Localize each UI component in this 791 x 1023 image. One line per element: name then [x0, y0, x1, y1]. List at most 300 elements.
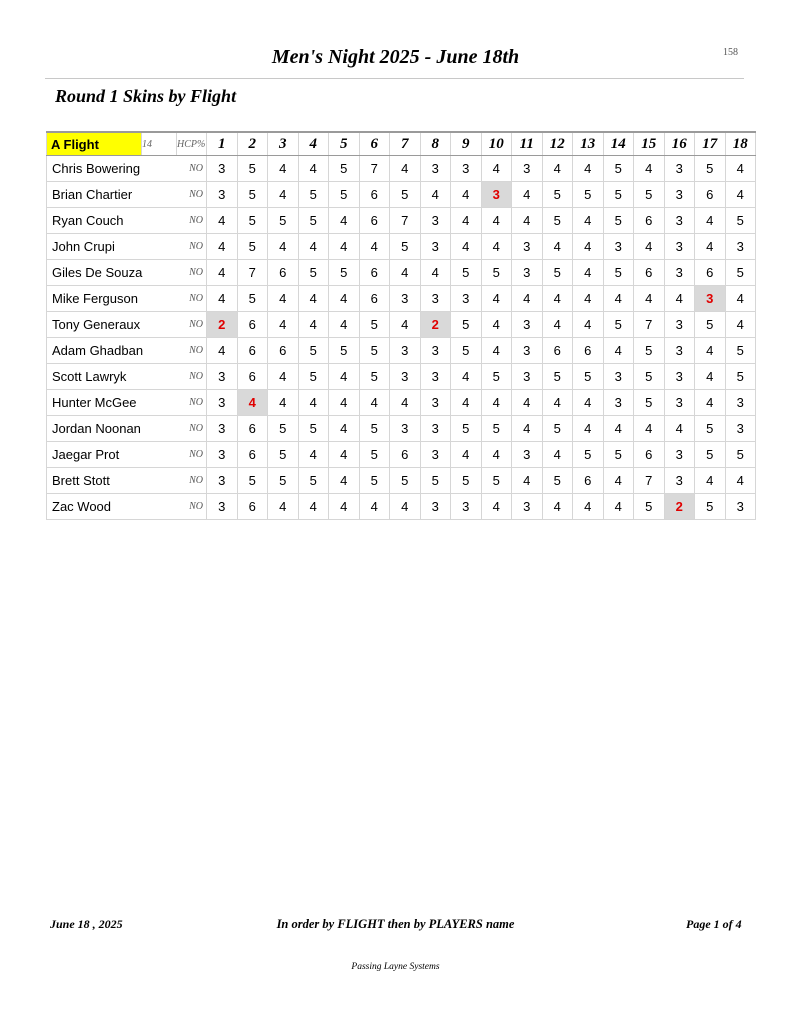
skin-score-cell: 2: [664, 494, 695, 520]
score-cell: 5: [542, 364, 573, 390]
score-cell: 3: [420, 390, 451, 416]
score-cell: 5: [451, 468, 482, 494]
score-cell: 5: [359, 468, 390, 494]
footer-date: June 18 , 2025: [50, 917, 123, 931]
score-cell: 5: [298, 338, 329, 364]
score-cell: 6: [359, 286, 390, 312]
score-cell: 3: [664, 364, 695, 390]
score-cell: 4: [359, 390, 390, 416]
player-name: Adam Ghadban: [47, 338, 177, 364]
score-cell: 6: [573, 468, 604, 494]
score-cell: 4: [298, 494, 329, 520]
score-cell: 5: [237, 208, 268, 234]
score-cell: 3: [512, 156, 543, 182]
score-cell: 5: [542, 416, 573, 442]
score-cell: 5: [268, 468, 299, 494]
score-cell: 4: [268, 364, 299, 390]
score-cell: 4: [481, 442, 512, 468]
score-cell: 3: [451, 286, 482, 312]
score-cell: 3: [420, 234, 451, 260]
player-hcp: NO: [177, 364, 207, 390]
score-cell: 4: [420, 260, 451, 286]
score-cell: 5: [298, 364, 329, 390]
score-cell: 4: [695, 338, 726, 364]
score-cell: 3: [603, 234, 634, 260]
score-cell: 4: [329, 286, 360, 312]
footer-page-count: Page 1 of 4: [686, 917, 742, 931]
score-cell: 6: [359, 260, 390, 286]
score-cell: 4: [268, 286, 299, 312]
score-cell: 3: [512, 312, 543, 338]
score-cell: 4: [725, 286, 756, 312]
table-row: [47, 338, 756, 364]
score-cell: 5: [451, 312, 482, 338]
score-cell: 4: [481, 234, 512, 260]
footer-sort-note: In order by FLIGHT then by PLAYERS name: [276, 917, 515, 931]
hcp-header: HCP%: [177, 132, 207, 156]
score-cell: 4: [268, 390, 299, 416]
score-cell: 4: [603, 416, 634, 442]
player-hcp: NO: [177, 468, 207, 494]
score-cell: 3: [664, 234, 695, 260]
skin-score-cell: 3: [481, 182, 512, 208]
player-name: Mike Ferguson: [47, 286, 177, 312]
score-cell: 6: [268, 338, 299, 364]
score-cell: 5: [695, 156, 726, 182]
score-cell: 4: [329, 208, 360, 234]
score-cell: 6: [237, 416, 268, 442]
score-cell: 5: [603, 156, 634, 182]
score-cell: 3: [603, 390, 634, 416]
score-cell: 5: [573, 182, 604, 208]
hole-header: 7: [390, 132, 421, 156]
table-row: [47, 364, 756, 390]
score-cell: 5: [298, 260, 329, 286]
score-cell: 6: [695, 260, 726, 286]
score-cell: 3: [390, 416, 421, 442]
score-cell: 6: [237, 494, 268, 520]
score-cell: 5: [634, 338, 665, 364]
score-cell: 4: [725, 156, 756, 182]
score-cell: 5: [451, 416, 482, 442]
score-cell: 4: [512, 416, 543, 442]
score-cell: 4: [329, 442, 360, 468]
player-name: Brian Chartier: [47, 182, 177, 208]
skins-table: [46, 131, 756, 520]
score-cell: 6: [573, 338, 604, 364]
score-cell: 4: [451, 442, 482, 468]
score-cell: 4: [573, 312, 604, 338]
title-divider: [45, 78, 744, 79]
score-cell: 3: [725, 390, 756, 416]
score-cell: 6: [359, 182, 390, 208]
table-row: [47, 468, 756, 494]
score-cell: 4: [573, 208, 604, 234]
score-cell: 4: [542, 312, 573, 338]
score-cell: 4: [695, 234, 726, 260]
table-row: [47, 312, 756, 338]
player-name: John Crupi: [47, 234, 177, 260]
table-header-row: [47, 132, 756, 156]
flight-player-count: 14: [142, 132, 177, 156]
score-cell: 4: [451, 234, 482, 260]
score-cell: 5: [237, 182, 268, 208]
score-cell: 4: [298, 156, 329, 182]
score-cell: 4: [329, 494, 360, 520]
score-cell: 3: [664, 208, 695, 234]
score-cell: 5: [268, 416, 299, 442]
player-name: Zac Wood: [47, 494, 177, 520]
hole-header: 17: [695, 132, 726, 156]
score-cell: 4: [634, 234, 665, 260]
score-cell: 3: [512, 260, 543, 286]
score-cell: 3: [664, 390, 695, 416]
score-cell: 3: [664, 338, 695, 364]
page-title: Men's Night 2025 - June 18th: [271, 46, 520, 68]
score-cell: 4: [695, 208, 726, 234]
score-cell: 4: [359, 234, 390, 260]
score-cell: 4: [390, 260, 421, 286]
score-cell: 7: [634, 468, 665, 494]
score-cell: 3: [420, 208, 451, 234]
score-cell: 3: [512, 364, 543, 390]
score-cell: 3: [725, 416, 756, 442]
skin-score-cell: 4: [237, 390, 268, 416]
score-cell: 4: [481, 156, 512, 182]
score-cell: 5: [359, 416, 390, 442]
score-cell: 5: [634, 182, 665, 208]
score-cell: 3: [390, 338, 421, 364]
score-cell: 5: [481, 364, 512, 390]
score-cell: 4: [603, 494, 634, 520]
score-cell: 4: [329, 468, 360, 494]
score-cell: 5: [603, 442, 634, 468]
score-cell: 4: [359, 494, 390, 520]
score-cell: 4: [664, 286, 695, 312]
score-cell: 3: [207, 364, 238, 390]
table-row: [47, 156, 756, 182]
score-cell: 4: [725, 182, 756, 208]
hole-header: 9: [451, 132, 482, 156]
score-cell: 4: [573, 234, 604, 260]
score-cell: 6: [237, 338, 268, 364]
score-cell: 5: [542, 260, 573, 286]
score-cell: 4: [634, 416, 665, 442]
player-name: Jaegar Prot: [47, 442, 177, 468]
score-cell: 3: [420, 338, 451, 364]
score-cell: 5: [329, 338, 360, 364]
score-cell: 4: [542, 286, 573, 312]
player-hcp: NO: [177, 182, 207, 208]
score-cell: 5: [481, 416, 512, 442]
score-cell: 4: [573, 260, 604, 286]
score-cell: 5: [603, 260, 634, 286]
player-hcp: NO: [177, 260, 207, 286]
score-cell: 3: [390, 286, 421, 312]
score-cell: 4: [329, 390, 360, 416]
score-cell: 4: [298, 442, 329, 468]
player-name: Hunter McGee: [47, 390, 177, 416]
score-cell: 4: [451, 182, 482, 208]
hole-header: 5: [329, 132, 360, 156]
score-cell: 6: [237, 364, 268, 390]
score-cell: 5: [603, 208, 634, 234]
score-cell: 4: [329, 416, 360, 442]
score-cell: 4: [542, 234, 573, 260]
score-cell: 5: [573, 364, 604, 390]
player-name: Tony Generaux: [47, 312, 177, 338]
score-cell: 4: [481, 390, 512, 416]
score-cell: 5: [237, 468, 268, 494]
hole-header: 16: [664, 132, 695, 156]
hole-header: 12: [542, 132, 573, 156]
score-cell: 3: [390, 364, 421, 390]
player-hcp: NO: [177, 494, 207, 520]
score-cell: 5: [420, 468, 451, 494]
score-cell: 5: [481, 468, 512, 494]
hole-header: 13: [573, 132, 604, 156]
score-cell: 5: [481, 260, 512, 286]
score-cell: 5: [603, 182, 634, 208]
score-cell: 4: [451, 390, 482, 416]
score-cell: 5: [298, 208, 329, 234]
score-cell: 4: [207, 338, 238, 364]
score-cell: 3: [207, 494, 238, 520]
score-cell: 4: [573, 494, 604, 520]
score-cell: 4: [481, 312, 512, 338]
score-cell: 3: [420, 416, 451, 442]
score-cell: 4: [268, 156, 299, 182]
score-cell: 4: [329, 234, 360, 260]
score-cell: 3: [420, 286, 451, 312]
score-cell: 3: [207, 468, 238, 494]
score-cell: 7: [390, 208, 421, 234]
player-hcp: NO: [177, 442, 207, 468]
score-cell: 4: [573, 286, 604, 312]
score-cell: 4: [390, 390, 421, 416]
score-cell: 5: [725, 338, 756, 364]
score-cell: 3: [207, 182, 238, 208]
score-cell: 4: [390, 494, 421, 520]
score-cell: 4: [268, 234, 299, 260]
score-cell: 4: [268, 182, 299, 208]
player-name: Chris Bowering: [47, 156, 177, 182]
player-hcp: NO: [177, 208, 207, 234]
score-cell: 3: [664, 312, 695, 338]
hole-header: 15: [634, 132, 665, 156]
player-hcp: NO: [177, 390, 207, 416]
player-hcp: NO: [177, 416, 207, 442]
score-cell: 3: [451, 156, 482, 182]
score-cell: 4: [298, 312, 329, 338]
score-cell: 3: [664, 442, 695, 468]
score-cell: 3: [664, 260, 695, 286]
score-cell: 5: [725, 442, 756, 468]
score-cell: 3: [664, 468, 695, 494]
table-row: [47, 442, 756, 468]
score-cell: 4: [451, 364, 482, 390]
score-cell: 5: [329, 156, 360, 182]
player-hcp: NO: [177, 156, 207, 182]
player-name: Scott Lawryk: [47, 364, 177, 390]
score-cell: 5: [298, 416, 329, 442]
player-hcp: NO: [177, 234, 207, 260]
score-cell: 4: [207, 234, 238, 260]
score-cell: 4: [268, 494, 299, 520]
score-cell: 4: [634, 156, 665, 182]
score-cell: 5: [237, 286, 268, 312]
score-cell: 5: [298, 468, 329, 494]
hole-header: 11: [512, 132, 543, 156]
score-cell: 4: [695, 364, 726, 390]
score-cell: 6: [237, 312, 268, 338]
player-hcp: NO: [177, 312, 207, 338]
score-cell: 6: [634, 208, 665, 234]
score-cell: 4: [603, 286, 634, 312]
score-cell: 3: [512, 442, 543, 468]
score-cell: 4: [298, 234, 329, 260]
score-cell: 4: [573, 156, 604, 182]
score-cell: 3: [512, 234, 543, 260]
score-cell: 4: [603, 468, 634, 494]
table-row: [47, 260, 756, 286]
hole-header: 2: [237, 132, 268, 156]
flight-label: A Flight: [47, 132, 142, 156]
hole-header: 18: [725, 132, 756, 156]
score-cell: 6: [634, 260, 665, 286]
score-cell: 4: [725, 468, 756, 494]
score-cell: 5: [725, 364, 756, 390]
score-cell: 7: [359, 156, 390, 182]
score-cell: 4: [451, 208, 482, 234]
score-cell: 4: [268, 312, 299, 338]
score-cell: 3: [207, 156, 238, 182]
score-cell: 4: [725, 312, 756, 338]
player-name: Brett Stott: [47, 468, 177, 494]
score-cell: 5: [359, 442, 390, 468]
score-cell: 4: [481, 286, 512, 312]
score-cell: 3: [420, 494, 451, 520]
score-cell: 3: [664, 182, 695, 208]
score-cell: 4: [481, 494, 512, 520]
hole-header: 3: [268, 132, 299, 156]
score-cell: 5: [695, 442, 726, 468]
score-cell: 4: [695, 468, 726, 494]
section-subtitle: Round 1 Skins by Flight: [55, 86, 237, 106]
score-cell: 5: [451, 338, 482, 364]
score-cell: 4: [542, 442, 573, 468]
score-cell: 5: [603, 312, 634, 338]
player-hcp: NO: [177, 286, 207, 312]
score-cell: 6: [237, 442, 268, 468]
score-cell: 4: [329, 364, 360, 390]
score-cell: 5: [542, 208, 573, 234]
table-row: [47, 416, 756, 442]
score-cell: 5: [359, 364, 390, 390]
score-cell: 4: [603, 338, 634, 364]
score-cell: 4: [542, 156, 573, 182]
score-cell: 3: [664, 156, 695, 182]
player-name: Jordan Noonan: [47, 416, 177, 442]
table-row: [47, 390, 756, 416]
player-hcp: NO: [177, 338, 207, 364]
score-cell: 4: [481, 338, 512, 364]
score-cell: 5: [237, 156, 268, 182]
score-cell: 4: [512, 182, 543, 208]
score-cell: 6: [634, 442, 665, 468]
score-cell: 5: [359, 312, 390, 338]
score-cell: 5: [725, 260, 756, 286]
score-cell: 4: [420, 182, 451, 208]
table-row: [47, 286, 756, 312]
hole-header: 4: [298, 132, 329, 156]
page-number: 158: [723, 47, 738, 58]
score-cell: 4: [512, 286, 543, 312]
skin-score-cell: 3: [695, 286, 726, 312]
score-cell: 5: [390, 468, 421, 494]
score-cell: 4: [573, 390, 604, 416]
score-cell: 3: [451, 494, 482, 520]
table-row: [47, 234, 756, 260]
score-cell: 5: [634, 364, 665, 390]
score-cell: 4: [207, 208, 238, 234]
score-cell: 4: [634, 286, 665, 312]
player-name: Giles De Souza: [47, 260, 177, 286]
table-body: [47, 156, 756, 520]
score-cell: 3: [207, 416, 238, 442]
score-cell: 4: [542, 390, 573, 416]
score-cell: 4: [512, 468, 543, 494]
score-cell: 4: [390, 312, 421, 338]
score-cell: 5: [329, 260, 360, 286]
score-cell: 5: [390, 234, 421, 260]
hole-header: 1: [207, 132, 238, 156]
player-name: Ryan Couch: [47, 208, 177, 234]
score-cell: 4: [298, 390, 329, 416]
score-cell: 4: [390, 156, 421, 182]
score-cell: 4: [512, 390, 543, 416]
hole-header: 14: [603, 132, 634, 156]
score-cell: 5: [359, 338, 390, 364]
score-cell: 7: [237, 260, 268, 286]
score-cell: 4: [695, 390, 726, 416]
score-cell: 3: [725, 494, 756, 520]
score-cell: 3: [420, 364, 451, 390]
score-cell: 5: [634, 390, 665, 416]
score-cell: 4: [207, 260, 238, 286]
score-cell: 5: [542, 468, 573, 494]
score-cell: 3: [207, 442, 238, 468]
skin-score-cell: 2: [420, 312, 451, 338]
hole-header: 8: [420, 132, 451, 156]
table-row: [47, 182, 756, 208]
skin-score-cell: 2: [207, 312, 238, 338]
score-cell: 6: [542, 338, 573, 364]
score-cell: 5: [695, 416, 726, 442]
score-cell: 3: [207, 390, 238, 416]
score-cell: 6: [390, 442, 421, 468]
score-cell: 5: [542, 182, 573, 208]
score-cell: 4: [298, 286, 329, 312]
score-cell: 5: [634, 494, 665, 520]
score-cell: 3: [512, 494, 543, 520]
score-cell: 5: [573, 442, 604, 468]
score-cell: 4: [573, 416, 604, 442]
score-cell: 4: [664, 416, 695, 442]
score-cell: 4: [207, 286, 238, 312]
score-cell: 6: [268, 260, 299, 286]
score-cell: 3: [725, 234, 756, 260]
